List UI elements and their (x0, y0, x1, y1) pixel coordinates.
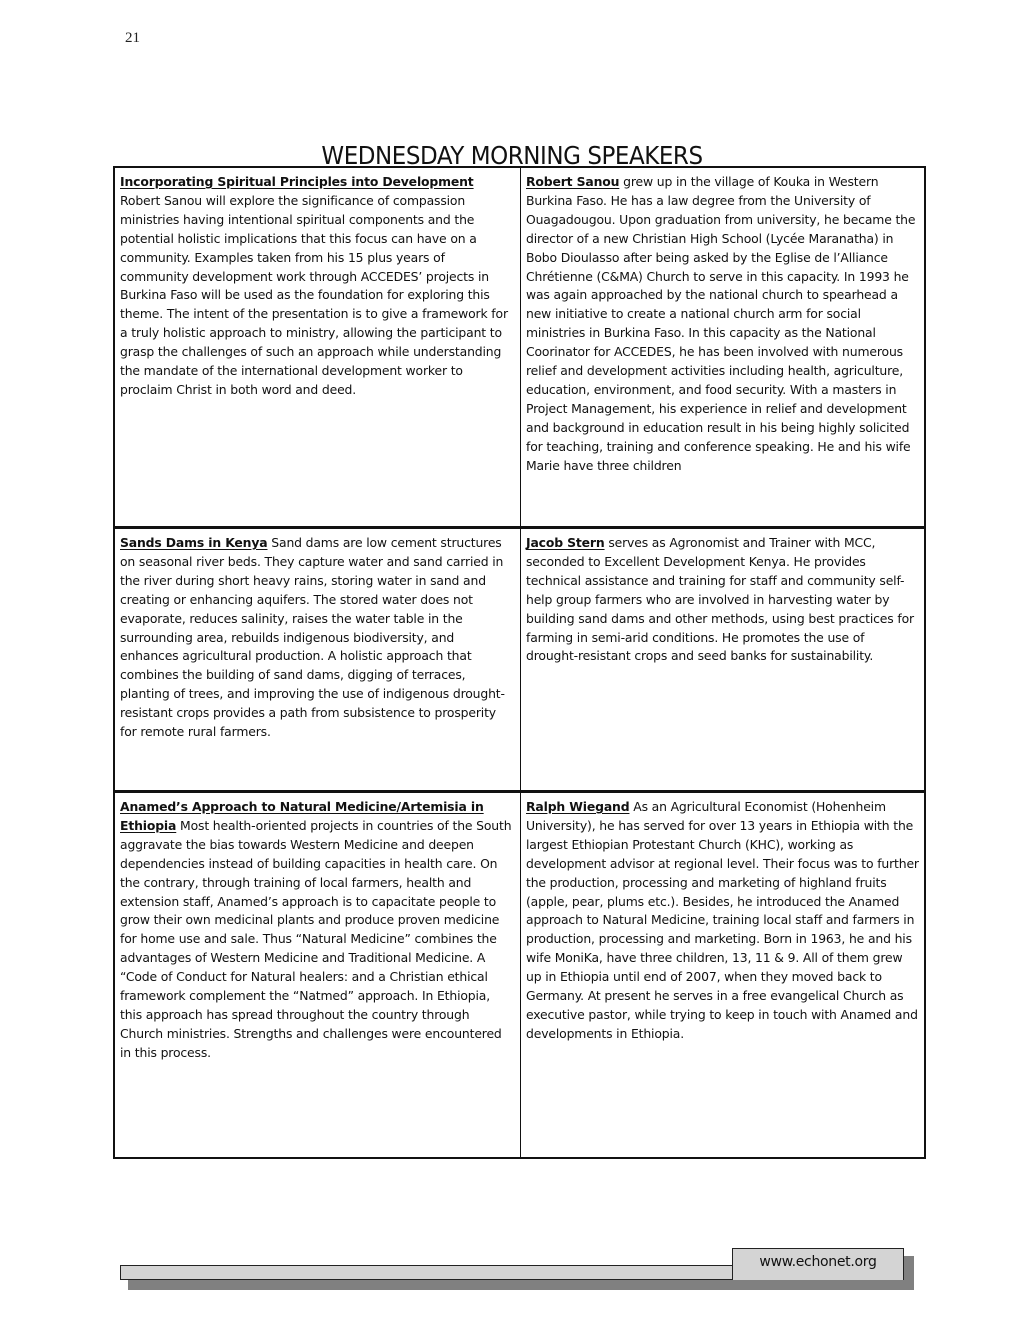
talk-description (120, 798, 515, 1063)
page-title: WEDNESDAY MORNING SPEAKERS (321, 140, 703, 170)
speaker-name: Jacob Stern (526, 535, 605, 550)
speaker-bio-text: grew up in the village of Kouka in Western Burkina Faso. He has a law degree from the University of Ouagadougou. Upon graduation from university, he became the director of a new Christian High School (Lycée Maranatha) in Bobo Dioulasso after being asked by the Eglise de l’Alliance Chrétienne (C&MA) Church to serve in this capacity. In 1993 he was again approached by the national church to spearhead a new initiative to create a national church arm for social ministries in Burkina Faso. In this capacity as the National Coorinator for ACCEDES, he has been involved with numerous relief and development activities including health, agriculture, education, environment, and food security. With a masters in Project Management, his experience in relief and development and background in education result in his being highly solicited for teaching, training and conference speaking. He and his wife Marie have three children (526, 174, 916, 473)
talk-cell (115, 526, 521, 790)
speaker-bio (526, 798, 919, 1044)
speakers-table (113, 166, 926, 1159)
footer-tab-shadow (904, 1256, 914, 1280)
talk-title: Anamed’s Approach to Natural Medicine/Artemisia in Ethiopia (120, 799, 484, 833)
talk-body: Most health-oriented projects in countries of the South aggravate the bias towards Western Medicine and deepen dependencies instead of building capacities in health care. On the contrary, through training of local farmers, health and extension staff, Anamed’s approach is to capacitate people to grow their own medicinal plants and produce proven medicine for home use and sale. Thus “Natural Medicine” combines the advantages of Western Medicine and Traditional Medicine. A “Code of Conduct for Natural healers: and a Christian ethical framework complement the “Natmed” approach. In Ethiopia, this approach has spread throughout the country through Church ministries. Strengths and challenges were encountered in this process. (120, 817, 512, 1060)
speaker-cell (521, 790, 924, 1157)
talk-title: Sands Dams in Kenya (120, 535, 268, 550)
speaker-name: Robert Sanou (526, 174, 620, 189)
talk-body: Sand dams are low cement structures on seasonal river beds. They capture water and sand carried in the river during short heavy rains, storing water in sand and creating or enhancing aquifers. The stored water does not evaporate, reduces salinity, raises the water table in the surrounding area, rebuilds indigenous biodiversity, and enhances agricultural production. A holistic approach that combines the building of sand dams, digging of terraces, planting of trees, and improving the use of indigenous drought-resistant crops provides a path from subsistence to prosperity for remote rural farmers. (120, 535, 505, 740)
speaker-bio (526, 173, 919, 476)
speaker-cell (521, 526, 924, 790)
speaker-bio-text: As an Agricultural Economist (Hohenheim University), he has served for over 13 years in Ethiopia with the largest Ethiopian Protestant Church (KHC), working as development advisor at regional level. Their focus was to further the production, processing and marketing of highland fruits (apple, pear, plums etc.). Besides, he introduced the Anamed approach to Natural Medicine, training local staff and farmers in production, processing and marketing. Born in 1963, he and his wife MoniKa, have three children, 13, 11 & 9. All of them grew up in Ethiopia until end of 2007, when they moved back to Germany. At present he serves in a free evangelical Church as executive pastor, while trying to keep in touch with Anamed and developments in Ethiopia. (526, 799, 919, 1041)
talk-cell (115, 168, 521, 526)
speaker-name: Ralph Wiegand (526, 799, 630, 814)
talk-title: Incorporating Spiritual Principles into Development (120, 174, 474, 189)
talk-description (120, 534, 515, 742)
talk-cell (115, 790, 521, 1157)
speaker-cell (521, 168, 924, 526)
footer-bar-shadow (128, 1280, 914, 1290)
talk-description (120, 173, 515, 400)
speaker-bio-text: serves as Agronomist and Trainer with MCC, seconded to Excellent Development Kenya. He provides technical assistance and training for staff and community self-help group farmers who are involved in harvesting water by building sand dams and other methods, using best practices for farming in semi-arid conditions. He promotes the use of drought-resistant crops and seed banks for sustainability. (526, 535, 914, 664)
talk-body: Robert Sanou will explore the significance of compassion ministries having intentional spiritual components and the potential holistic implications that this focus can have on a community. Examples taken from his 15 plus years of community development work through ACCEDES’ projects in Burkina Faso will be used as the foundation for exploring this theme. The intent of the presentation is to give a framework for a truly holistic approach to ministry, allowing the participant to grasp the challenges of such an approach while understanding the mandate of the international development worker to proclaim Christ in both word and deed. (120, 192, 508, 397)
page-number: 21 (125, 30, 140, 46)
speaker-bio (526, 534, 919, 666)
footer-url: www.echonet.org (759, 1254, 877, 1270)
